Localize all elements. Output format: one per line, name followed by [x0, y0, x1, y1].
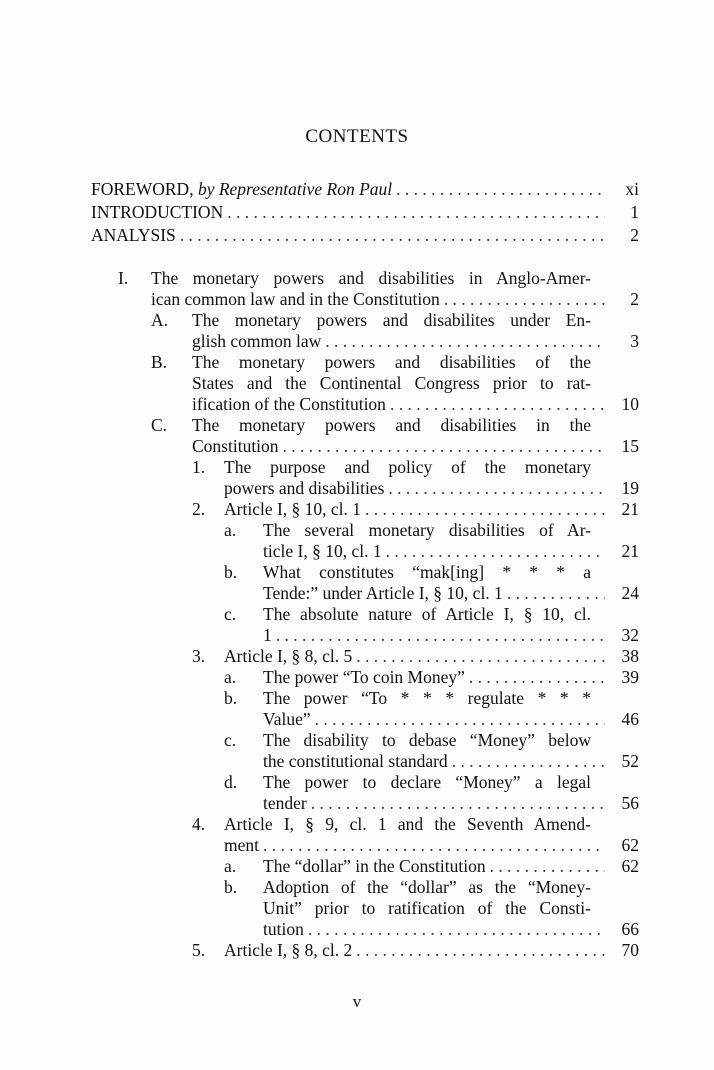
- dot-leader: [365, 499, 605, 520]
- toc-line: [263, 751, 639, 772]
- toc-line: [192, 331, 639, 352]
- outline-number: B.: [151, 352, 168, 372]
- dot-leader: [227, 202, 605, 223]
- entry-text: The “dollar” in the Constitution: [263, 856, 486, 876]
- toc-line: [192, 646, 639, 667]
- toc-line: [192, 499, 639, 520]
- page-number: 52: [621, 751, 639, 771]
- entry-text: Adoption of the “dollar” as the “Money-: [263, 877, 591, 897]
- page-number: 24: [621, 583, 639, 603]
- dot-leader: [315, 709, 605, 730]
- toc-line: [263, 583, 639, 604]
- entry-text: Article I, § 10, cl. 1: [224, 499, 362, 519]
- dot-leader: [490, 856, 605, 877]
- page-number: 62: [621, 856, 639, 876]
- toc-line: [224, 877, 591, 898]
- toc-line: [263, 625, 639, 646]
- toc-line: [151, 289, 639, 310]
- page-number: 15: [621, 436, 639, 456]
- outline-number: a.: [224, 520, 237, 540]
- toc-line: [263, 919, 639, 940]
- toc-entry-foreword: [91, 179, 639, 200]
- outline-number: b.: [224, 877, 238, 897]
- outline-number: b.: [224, 562, 238, 582]
- entry-text: Tende:” under Article I, § 10, cl. 1: [263, 583, 503, 603]
- entry-text: States and the Continental Congress prior to rat-: [192, 373, 591, 393]
- entry-text: Unit” prior to ratification of the Consti-: [263, 898, 591, 918]
- toc-line: [263, 793, 639, 814]
- entry-text: powers and disabilities: [224, 478, 385, 498]
- page-folio: v: [352, 992, 362, 1011]
- dot-leader: [444, 289, 605, 310]
- toc-line: [192, 940, 639, 961]
- page-heading: CONTENTS: [305, 126, 409, 147]
- dot-leader: [325, 331, 605, 352]
- outline-number: d.: [224, 772, 238, 792]
- dot-leader: [308, 919, 605, 940]
- toc-line: [224, 835, 639, 856]
- toc-line: [151, 415, 591, 436]
- toc-line: [224, 856, 639, 877]
- toc-line: [224, 604, 591, 625]
- outline-number: I.: [118, 268, 129, 288]
- toc-line: [224, 667, 639, 688]
- entry-text: The monetary powers and disabilities in the: [192, 415, 591, 435]
- toc-line: [263, 898, 591, 919]
- entry-text: 1: [263, 625, 272, 645]
- entry-text: The power “To coin Money”: [263, 667, 465, 687]
- toc-line: [224, 478, 639, 499]
- entry-text: The monetary powers and disabilities in Anglo-Amer-: [151, 268, 591, 288]
- entry-text: The power to declare “Money” a legal: [263, 772, 591, 792]
- page-number: 10: [621, 394, 639, 414]
- outline-number: c.: [224, 604, 237, 624]
- entry-text: Constitution: [192, 436, 279, 456]
- entry-text: Article I, § 8, cl. 5: [224, 646, 353, 666]
- toc-line: [224, 772, 591, 793]
- entry-byline: by Representative Ron Paul: [197, 179, 393, 199]
- dot-leader: [469, 667, 605, 688]
- outline-number: 4.: [192, 814, 206, 834]
- toc-line: [224, 730, 591, 751]
- dot-leader: [386, 541, 605, 562]
- outline-number: 5.: [192, 940, 206, 960]
- toc-entry-analysis: [91, 225, 639, 246]
- toc-line: [263, 709, 639, 730]
- toc-line: [224, 688, 591, 709]
- outline-number: a.: [224, 667, 237, 687]
- dot-leader: [283, 436, 605, 457]
- dot-leader: [390, 394, 605, 415]
- dot-leader: [396, 179, 605, 200]
- dot-leader: [356, 646, 605, 667]
- page-number: 21: [621, 541, 639, 561]
- entry-text: The several monetary disabilities of Ar-: [263, 520, 591, 540]
- page-number: 3: [630, 331, 639, 351]
- page-number: 56: [621, 793, 639, 813]
- entry-text: ticle I, § 10, cl. 1: [263, 541, 382, 561]
- page-number: 2: [630, 289, 639, 309]
- page-number: 39: [621, 667, 639, 687]
- entry-text: The disability to debase “Money” below: [263, 730, 591, 750]
- entry-text: The power “To * * * regulate * * *: [263, 688, 591, 708]
- page-number: 2: [630, 225, 639, 245]
- toc-line: [192, 436, 639, 457]
- entry-text: Value”: [263, 709, 311, 729]
- dot-leader: [388, 478, 605, 499]
- dot-leader: [311, 793, 605, 814]
- toc-line: [151, 352, 591, 373]
- toc-line: [224, 520, 591, 541]
- outline-number: A.: [151, 310, 169, 330]
- page-number: 38: [621, 646, 639, 666]
- toc-line: [192, 457, 591, 478]
- toc-line: [192, 394, 639, 415]
- entry-text: What constitutes “mak[ing] * * * a: [263, 562, 591, 582]
- dot-leader: [356, 940, 605, 961]
- page-number: 46: [621, 709, 639, 729]
- entry-text: ican common law and in the Constitution: [151, 289, 440, 309]
- outline-number: a.: [224, 856, 237, 876]
- toc-entry-introduction: [91, 202, 639, 223]
- outline-number: 2.: [192, 499, 206, 519]
- dot-leader: [263, 835, 605, 856]
- outline-number: 1.: [192, 457, 206, 477]
- toc-line: [192, 814, 591, 835]
- dot-leader: [452, 751, 605, 772]
- page-number: 1: [630, 202, 639, 222]
- toc-line: [263, 541, 639, 562]
- entry-text: tution: [263, 919, 304, 939]
- entry-text: The absolute nature of Article I, § 10, cl.: [263, 604, 591, 624]
- outline-number: 3.: [192, 646, 206, 666]
- entry-text: glish common law: [192, 331, 322, 351]
- toc-line: [224, 562, 591, 583]
- page-number: 66: [621, 919, 639, 939]
- page-number: 19: [621, 478, 639, 498]
- outline-number: C.: [151, 415, 168, 435]
- page-number: 32: [621, 625, 639, 645]
- outline-number: b.: [224, 688, 238, 708]
- page-number: 62: [621, 835, 639, 855]
- entry-text: ification of the Constitution: [192, 394, 386, 414]
- toc-line: [118, 268, 591, 289]
- entry-text: Article I, § 8, cl. 2: [224, 940, 353, 960]
- toc-line: [151, 310, 591, 331]
- page-number: 21: [621, 499, 639, 519]
- toc-line: [192, 373, 591, 394]
- dot-leader: [507, 583, 605, 604]
- entry-label: INTRODUCTION: [91, 202, 224, 222]
- entry-text: Article I, § 9, cl. 1 and the Seventh Amend-: [224, 814, 591, 834]
- dot-leader: [276, 625, 605, 646]
- page-number: 70: [621, 940, 639, 960]
- entry-label: FOREWORD,: [91, 179, 194, 199]
- entry-text: The purpose and policy of the monetary: [224, 457, 591, 477]
- entry-label: ANALYSIS: [91, 225, 176, 245]
- entry-text: ment: [224, 835, 259, 855]
- page-number: xi: [625, 179, 639, 199]
- outline-number: c.: [224, 730, 237, 750]
- entry-text: tender: [263, 793, 307, 813]
- entry-text: The monetary powers and disabilities of the: [192, 352, 591, 372]
- entry-text: the constitutional standard: [263, 751, 448, 771]
- dot-leader: [180, 225, 605, 246]
- entry-text: The monetary powers and disabilites under En-: [192, 310, 591, 330]
